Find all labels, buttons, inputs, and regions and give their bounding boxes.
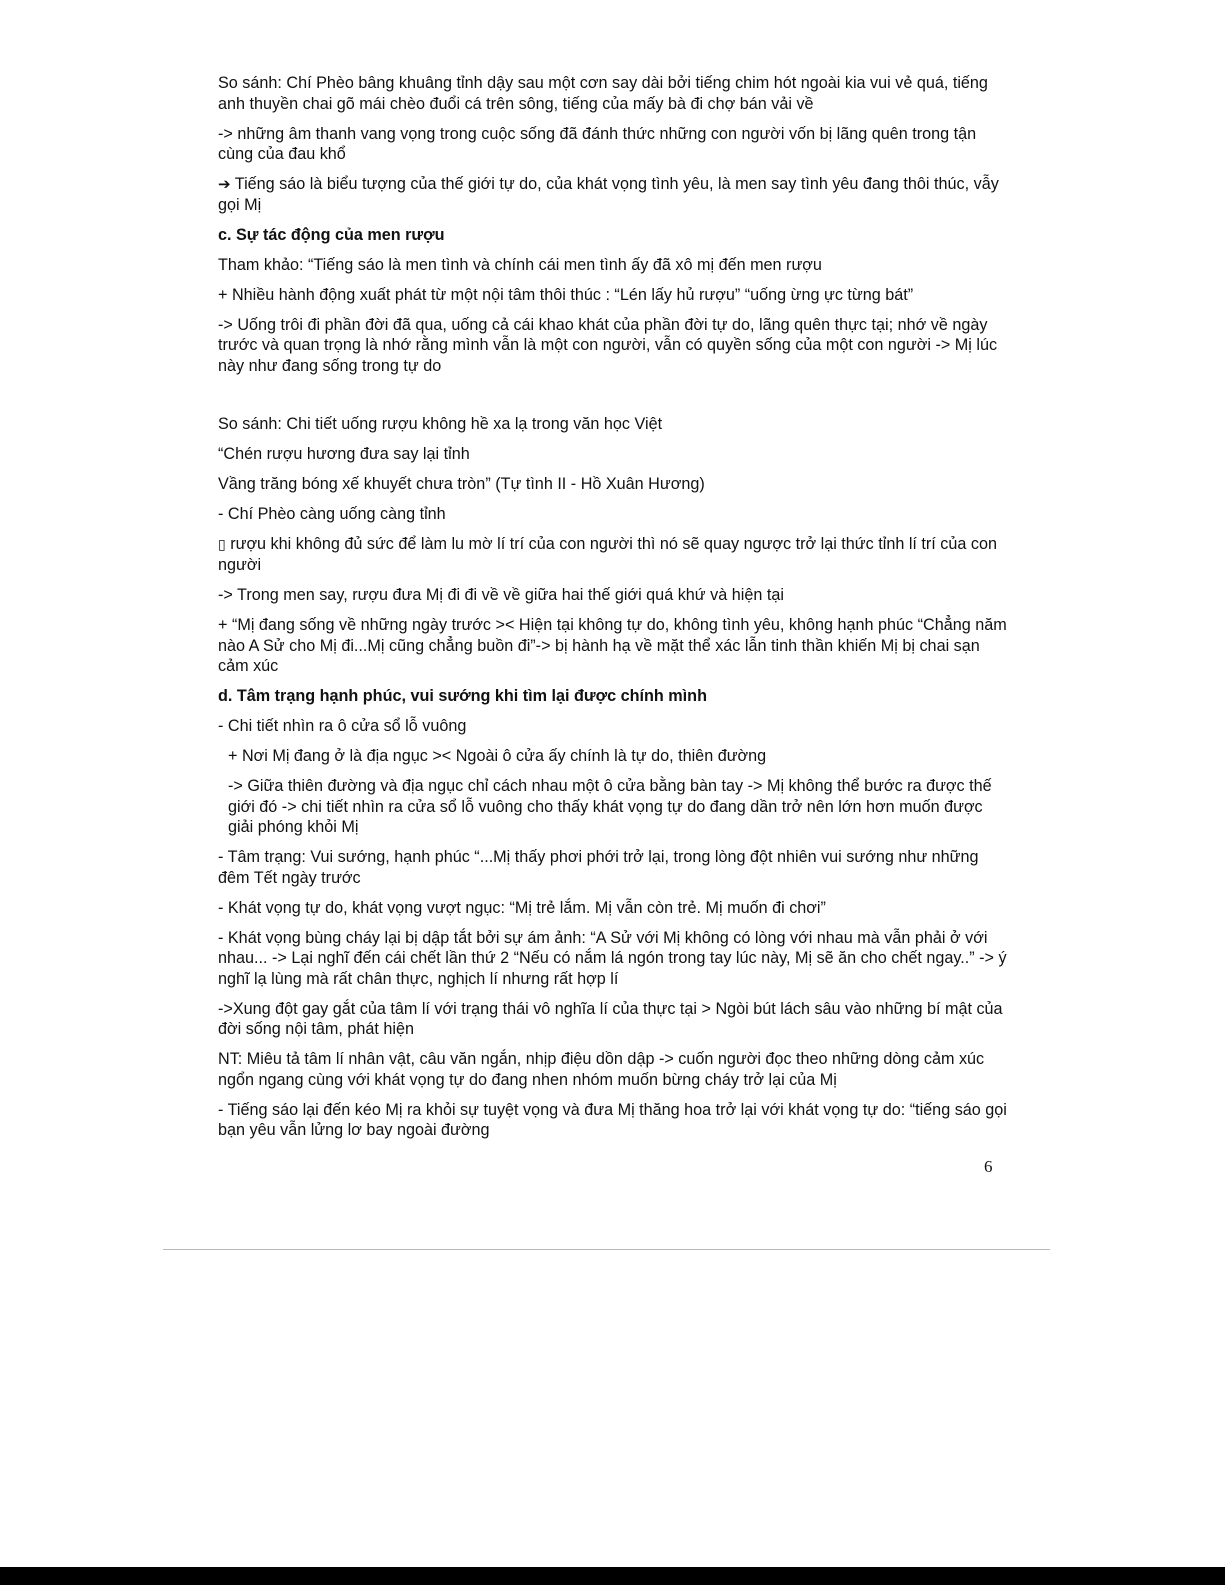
paragraph-two-worlds: -> Trong men say, rượu đưa Mị đi đi về về giữa hai thế giới quá khứ và hiện tại bbox=[218, 586, 784, 604]
poem-line-2: Vầng trăng bóng xế khuyết chưa tròn” (Tự tình II - Hồ Xuân Hương) bbox=[218, 474, 705, 493]
paragraph-wine-reason bbox=[218, 534, 1008, 576]
missing-glyph-icon: ▯ bbox=[218, 536, 226, 553]
paragraph-flute-symbol bbox=[218, 174, 1008, 215]
paragraph-drink-past: -> Uống trôi đi phần đời đã qua, uống cả cái khao khát của phần đời tự do, lãng quên thực tại; nhớ về ngày trước và quan trọng là nhớ rằng mình vẫn là một con người, vẫn có quyền sống của một con người -> Mị lúc này như đang sống trong tự do bbox=[218, 315, 998, 375]
paragraph-flute-returns: - Tiếng sáo lại đến kéo Mị ra khỏi sự tuyệt vọng và đưa Mị thăng hoa trở lại với khát vọng tự do: “tiếng sáo gọi bạn yêu vẫn lửng lơ bay ngoài đường bbox=[218, 1100, 1007, 1139]
paragraph-chi-pheo-drinks: - Chí Phèo càng uống càng tỉnh bbox=[218, 504, 446, 523]
paragraph-window-hand: -> Giữa thiên đường và địa ngục chỉ cách nhau một ô cửa bằng bàn tay -> Mị không thể bước ra được thế giới đó -> chi tiết nhìn ra cửa sổ lỗ vuông cho thấy khát vọng tự do đang dần trở nên lớn hơn muốn được giải phóng khỏi Mị bbox=[228, 777, 992, 836]
paragraph-sounds-awaken: -> những âm thanh vang vọng trong cuộc sống đã đánh thức những con người vốn bị lãng quên trong tận cùng của đau khổ bbox=[218, 124, 977, 163]
paragraph-past-present: + “Mị đang sống về những ngày trước >< Hiện tại không tự do, không tình yêu, không hạnh phúc “Chẳng năm nào A Sử cho Mị đi...Mị cũng chẳng buồn đi”-> bị hành hạ về mặt thể xác lẫn tinh thần khiến Mị bị chai sạn cảm xúc bbox=[218, 616, 1007, 675]
paragraph-conflict: ->Xung đột gay gắt của tâm lí với trạng thái vô nghĩa lí của thực tại > Ngòi bút lách sâu vào những bí mật của đời sống nội tâm, phát hiện bbox=[218, 999, 1003, 1038]
heading-section-d: d. Tâm trạng hạnh phúc, vui sướng khi tìm lại được chính mình bbox=[218, 687, 707, 705]
paragraph-compare-wine: So sánh: Chi tiết uống rượu không hề xa lạ trong văn học Việt bbox=[218, 414, 663, 433]
paragraph-reference-quote: Tham khảo: “Tiếng sáo là men tình và chính cái men tình ấy đã xô mị đến men rượu bbox=[218, 255, 822, 274]
paragraph-mood: - Tâm trạng: Vui sướng, hạnh phúc “...Mị thấy phơi phới trở lại, trong lòng đột nhiên vui sướng như những đêm Tết ngày trước bbox=[218, 848, 979, 887]
page-number: 6 bbox=[984, 1157, 993, 1176]
page-divider bbox=[163, 1249, 1050, 1250]
paragraph-hell-heaven: + Nơi Mị đang ở là địa ngục >< Ngoài ô cửa ấy chính là tự do, thiên đường bbox=[228, 747, 767, 765]
paragraph-compare-chi-pheo: So sánh: Chí Phèo bâng khuâng tỉnh dậy sau một cơn say dài bởi tiếng chim hót ngoài kia vui vẻ quá, tiếng anh thuyền chai gõ mái chèo đuổi cá trên sông, tiếng của mấy bà đi chợ bán vải về bbox=[218, 74, 988, 113]
poem-line-1: “Chén rượu hương đưa say lại tỉnh bbox=[218, 444, 470, 463]
paragraph-window-detail: - Chi tiết nhìn ra ô cửa sổ lỗ vuông bbox=[218, 717, 467, 735]
paragraph-desire-extinguished: - Khát vọng bùng cháy lại bị dập tắt bởi sự ám ảnh: “A Sử với Mị không có lòng với nhau mà vẫn phải ở với nhau... -> Lại nghĩ đến cái chết lần thứ 2 “Nếu có nắm lá ngón trong tay lúc này, Mị sẽ ăn cho chết ngay..” -> ý nghĩ lạ lùng mà rất chân thực, nghịch lí nhưng rất hợp lí bbox=[218, 928, 1007, 988]
paragraph-actions: + Nhiều hành động xuất phát từ một nội tâm thôi thúc : “Lén lấy hủ rượu” “uống ừng ực từng bát” bbox=[218, 285, 914, 304]
right-arrow-icon: ➔ bbox=[218, 175, 231, 193]
paragraph-art-technique: NT: Miêu tả tâm lí nhân vật, câu văn ngắn, nhịp điệu dồn dập -> cuốn người đọc theo những dòng cảm xúc ngổn ngang cùng với khát vọng tự do đang nhen nhóm muốn bừng cháy trở lại của Mị bbox=[218, 1050, 985, 1089]
blank-gap bbox=[218, 386, 1008, 414]
heading-section-c: c. Sự tác động của men rượu bbox=[218, 225, 445, 244]
paragraph-freedom-desire: - Khát vọng tự do, khát vọng vượt ngục: “Mị trẻ lắm. Mị vẫn còn trẻ. Mị muốn đi chơi” bbox=[218, 898, 826, 917]
paragraph-flute-symbol-text: Tiếng sáo là biểu tượng của thế giới tự do, của khát vọng tình yêu, là men say tình yêu đang thôi thúc, vẫy gọi Mị bbox=[218, 175, 999, 214]
page-content bbox=[218, 73, 1008, 1150]
paragraph-wine-reason-text: rượu khi không đủ sức để làm lu mờ lí trí của con người thì nó sẽ quay ngược trở lại thức tỉnh lí trí của con người bbox=[218, 534, 997, 574]
bottom-border bbox=[0, 1567, 1225, 1585]
